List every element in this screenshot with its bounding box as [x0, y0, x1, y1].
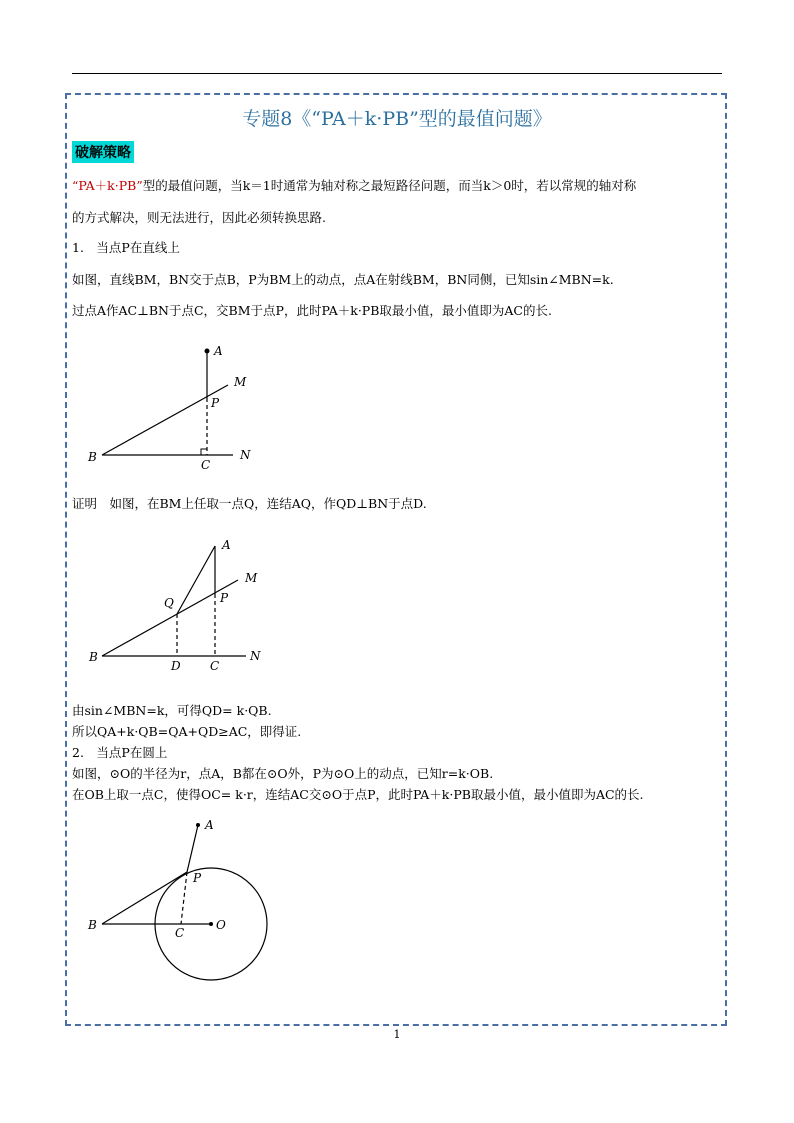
fig2-label-b: B: [89, 650, 98, 664]
case1-heading: 1. 当点P在直线上: [72, 240, 180, 255]
figure-2-proof: [72, 530, 292, 675]
fig2-label-m: M: [245, 571, 258, 585]
header-rule: [72, 73, 722, 74]
case2-heading: 2. 当点P在圆上: [72, 745, 168, 760]
case1-line-2: 过点A作AC⊥BN于点C，交BM于点P，此时PA＋k·PB取最小值，最小值即为AC的长.: [72, 303, 552, 318]
intro-line-1-rest: 型的最值问题，当k＝1时通常为轴对称之最短路径问题，而当k＞0时，若以常规的轴对称: [142, 178, 637, 193]
intro-line-1: [72, 178, 636, 194]
fig3-label-o: O: [216, 918, 226, 932]
fig2-label-c: C: [210, 659, 220, 673]
figure-3-circle: [72, 812, 282, 987]
intro-highlight: “PA＋k·PB”: [72, 178, 143, 193]
fig1-label-a: A: [214, 344, 223, 358]
fig3-label-a: A: [205, 818, 214, 832]
fig3-label-p: P: [193, 871, 202, 885]
fig1-label-m: M: [234, 375, 247, 389]
fig2-label-d: D: [171, 659, 181, 673]
case2-line-1: 如图，⊙O的半径为r，点A，B都在⊙O外，P为⊙O上的动点，已知r=k·OB.: [72, 766, 494, 781]
case1-proof: 证明 如图，在BM上任取一点Q，连结AQ，作QD⊥BN于点D.: [72, 496, 427, 511]
fig2-label-a: A: [222, 538, 231, 552]
fig3-label-c: C: [175, 926, 185, 940]
fig1-label-n: N: [240, 448, 251, 462]
fig2-label-p: P: [220, 591, 229, 605]
figure-1-perpendicular: [72, 335, 292, 475]
fig2-label-n: N: [250, 649, 261, 663]
case1-proof-3: 所以QA+k·QB=QA+QD≥AC，即得证.: [72, 724, 302, 739]
fig1-label-p: P: [211, 396, 220, 410]
page-title: 专题8《“PA＋k·PB”型的最值问题》: [242, 108, 552, 130]
fig1-label-c: C: [201, 458, 211, 472]
case1-line-1: 如图，直线BM，BN交于点B，P为BM上的动点，点A在射线BM，BN同侧，已知sin∠MBN=k.: [72, 272, 614, 287]
case1-proof-2: 由sin∠MBN=k，可得QD= k·QB.: [72, 703, 272, 718]
fig2-label-q: Q: [164, 596, 174, 610]
page-number: 1: [393, 1028, 401, 1041]
fig3-label-b: B: [88, 918, 97, 932]
section-tag: 破解策略: [72, 141, 134, 163]
intro-line-2: 的方式解决，则无法进行，因此必须转换思路.: [72, 210, 326, 225]
fig1-label-b: B: [88, 450, 97, 464]
case2-line-2: 在OB上取一点C，使得OC= k·r，连结AC交⊙O于点P，此时PA＋k·PB取最小值，最小值即为AC的长.: [72, 787, 644, 802]
